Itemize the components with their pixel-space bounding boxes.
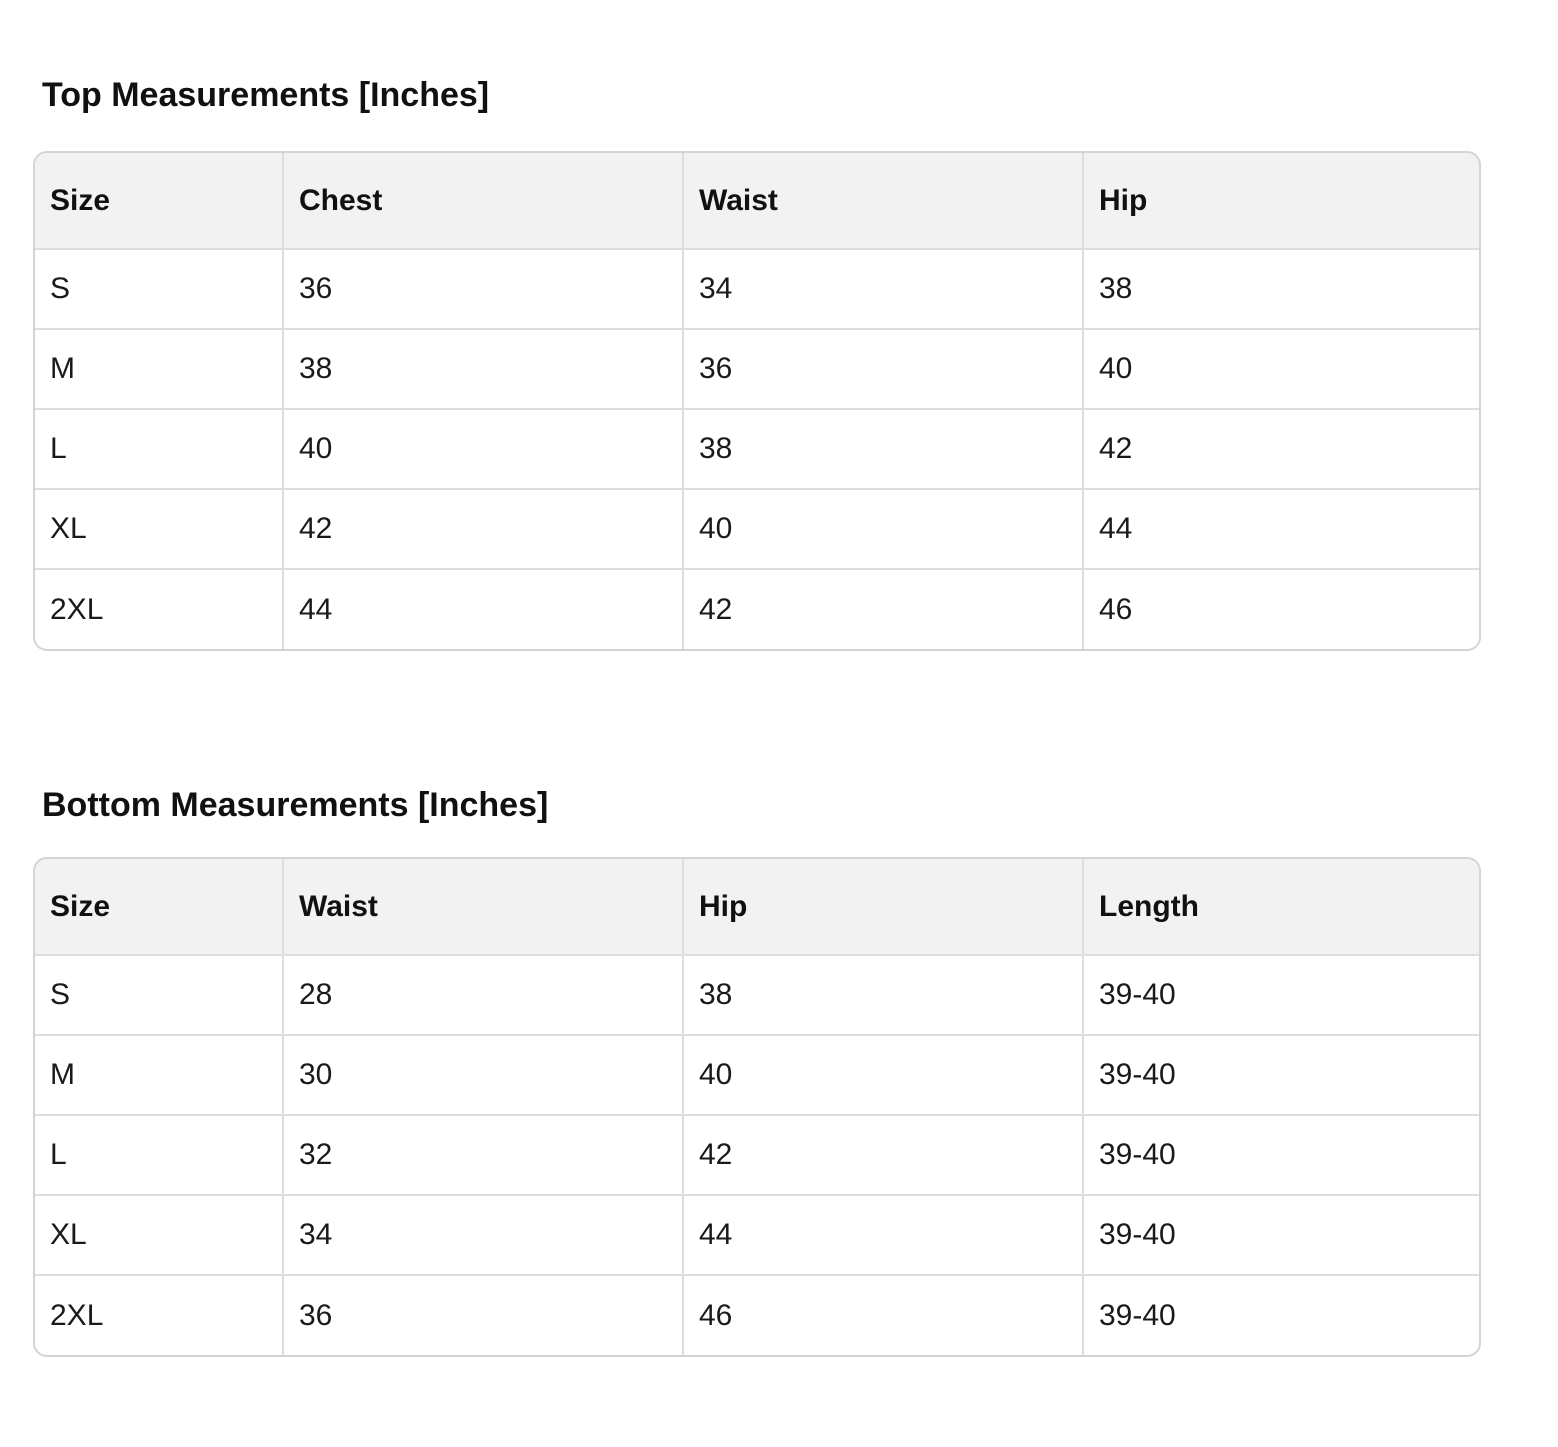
column-header-hip: Hip [1083,153,1479,249]
table-cell: 40 [683,1035,1083,1115]
table-cell: L [35,1115,283,1195]
table-cell: 42 [683,1115,1083,1195]
table-cell: S [35,249,283,329]
table-cell: 46 [683,1275,1083,1355]
top-measurements-table [33,151,1481,651]
column-header-hip: Hip [683,859,1083,955]
table-row [35,1195,1479,1275]
column-header-size: Size [35,153,283,249]
table-cell: 46 [1099,592,1133,626]
table-cell: 42 [283,489,683,569]
table-cell: 2XL [35,1275,283,1355]
table-row [35,409,1479,489]
table-row [35,489,1479,569]
bottom-measurements-table [33,857,1481,1357]
table-cell: M [35,329,283,409]
table-cell: 38 [683,955,1083,1035]
table-cell: 39-40 [1083,955,1479,1035]
table-cell: 30 [283,1035,683,1115]
table-header-row [35,859,1479,955]
table-cell: XL [35,1195,283,1275]
column-header-waist: Waist [283,859,683,955]
table-cell: 34 [283,1195,683,1275]
table-cell: 39-40 [1099,1298,1176,1332]
table-cell: XL [35,489,283,569]
column-header-chest: Chest [283,153,683,249]
table-header-row [35,153,1479,249]
table-cell: 36 [283,1275,683,1355]
table-cell: 34 [683,249,1083,329]
table-row [35,1275,1479,1355]
table-cell: 44 [1083,489,1479,569]
table-cell: 32 [283,1115,683,1195]
table-row [35,569,1479,649]
table-cell: 40 [283,409,683,489]
table-cell: L [35,409,283,489]
bottom-measurements-title: Bottom Measurements [Inches] [42,786,549,824]
table-row [35,249,1479,329]
table-cell: 38 [1083,249,1479,329]
table-cell: 38 [683,409,1083,489]
table-cell: 2XL [35,569,283,649]
table-cell: S [35,955,283,1035]
column-header-size: Size [35,859,283,955]
table-cell: 42 [1083,409,1479,489]
table-cell: 39-40 [1083,1035,1479,1115]
table-cell: 36 [283,249,683,329]
table-cell: 39-40 [1083,1115,1479,1195]
table-cell: 36 [683,329,1083,409]
table-cell: 40 [683,489,1083,569]
table-cell: 40 [1083,329,1479,409]
top-measurements-title: Top Measurements [Inches] [42,76,490,114]
table-cell: M [35,1035,283,1115]
table-cell: 44 [683,1195,1083,1275]
table-cell: 28 [283,955,683,1035]
table-cell: 42 [683,569,1083,649]
table-row [35,329,1479,409]
table-row [35,1115,1479,1195]
column-header-waist: Waist [683,153,1083,249]
table-row [35,955,1479,1035]
table-cell: 38 [283,329,683,409]
table-cell: 44 [283,569,683,649]
column-header-length: Length [1083,859,1479,955]
table-cell: 39-40 [1083,1195,1479,1275]
table-row [35,1035,1479,1115]
